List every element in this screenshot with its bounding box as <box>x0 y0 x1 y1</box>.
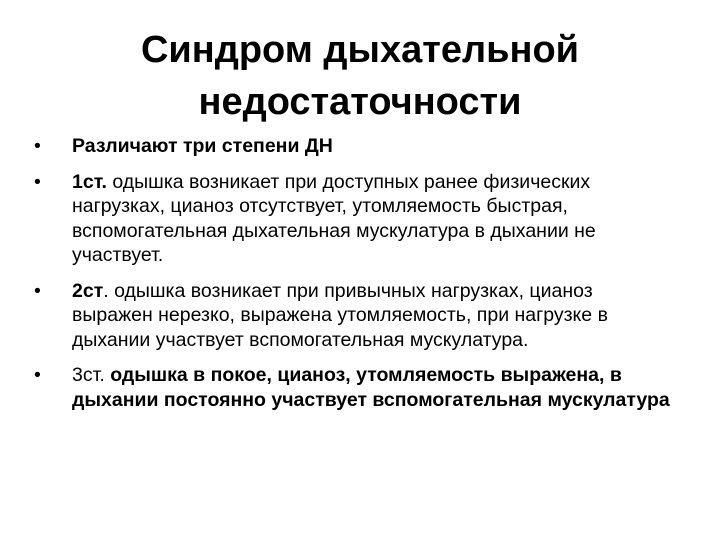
bullet-list <box>30 134 670 423</box>
bullet-dot-icon: • <box>34 279 41 302</box>
bullet-dot-icon: • <box>34 170 41 193</box>
bullet-lead-text: 2ст <box>72 279 104 302</box>
bullet-dot-icon: • <box>34 364 41 386</box>
bullet-item-degrees-intro <box>30 134 670 159</box>
bullet-body-text: одышка возникает при доступных ранее физических нагрузках, цианоз отсутствует, утомляемость быстрая, вспомогательная дыхательная мускулатура в дыхании не участвует. <box>72 170 596 266</box>
bullet-lead-text: Различают три степени ДН <box>72 135 333 157</box>
bullet-lead-text: 3ст. <box>72 364 111 386</box>
bullet-body-bold-text: одышка в покое, цианоз, утомляемость выражена, в дыхании постоянно участвует вспомогательная мускулатура <box>72 364 670 411</box>
bullet-item-degree-3 <box>30 363 670 412</box>
bullet-item-degree-2 <box>30 279 670 353</box>
slide-title-line-1: Синдром дыхательной <box>140 29 580 71</box>
bullet-lead-text: 1ст. <box>72 170 107 193</box>
bullet-body-text: . одышка возникает при привычных нагрузках, цианоз выражен нерезко, выражена утомляемость, при нагрузке в дыхании участвует вспомогательная мускулатура. <box>72 279 608 351</box>
bullet-dot-icon: • <box>34 135 41 157</box>
slide-title-line-2: недостаточности <box>198 81 522 123</box>
slide-title <box>36 24 684 128</box>
bullet-item-degree-1 <box>30 170 670 268</box>
